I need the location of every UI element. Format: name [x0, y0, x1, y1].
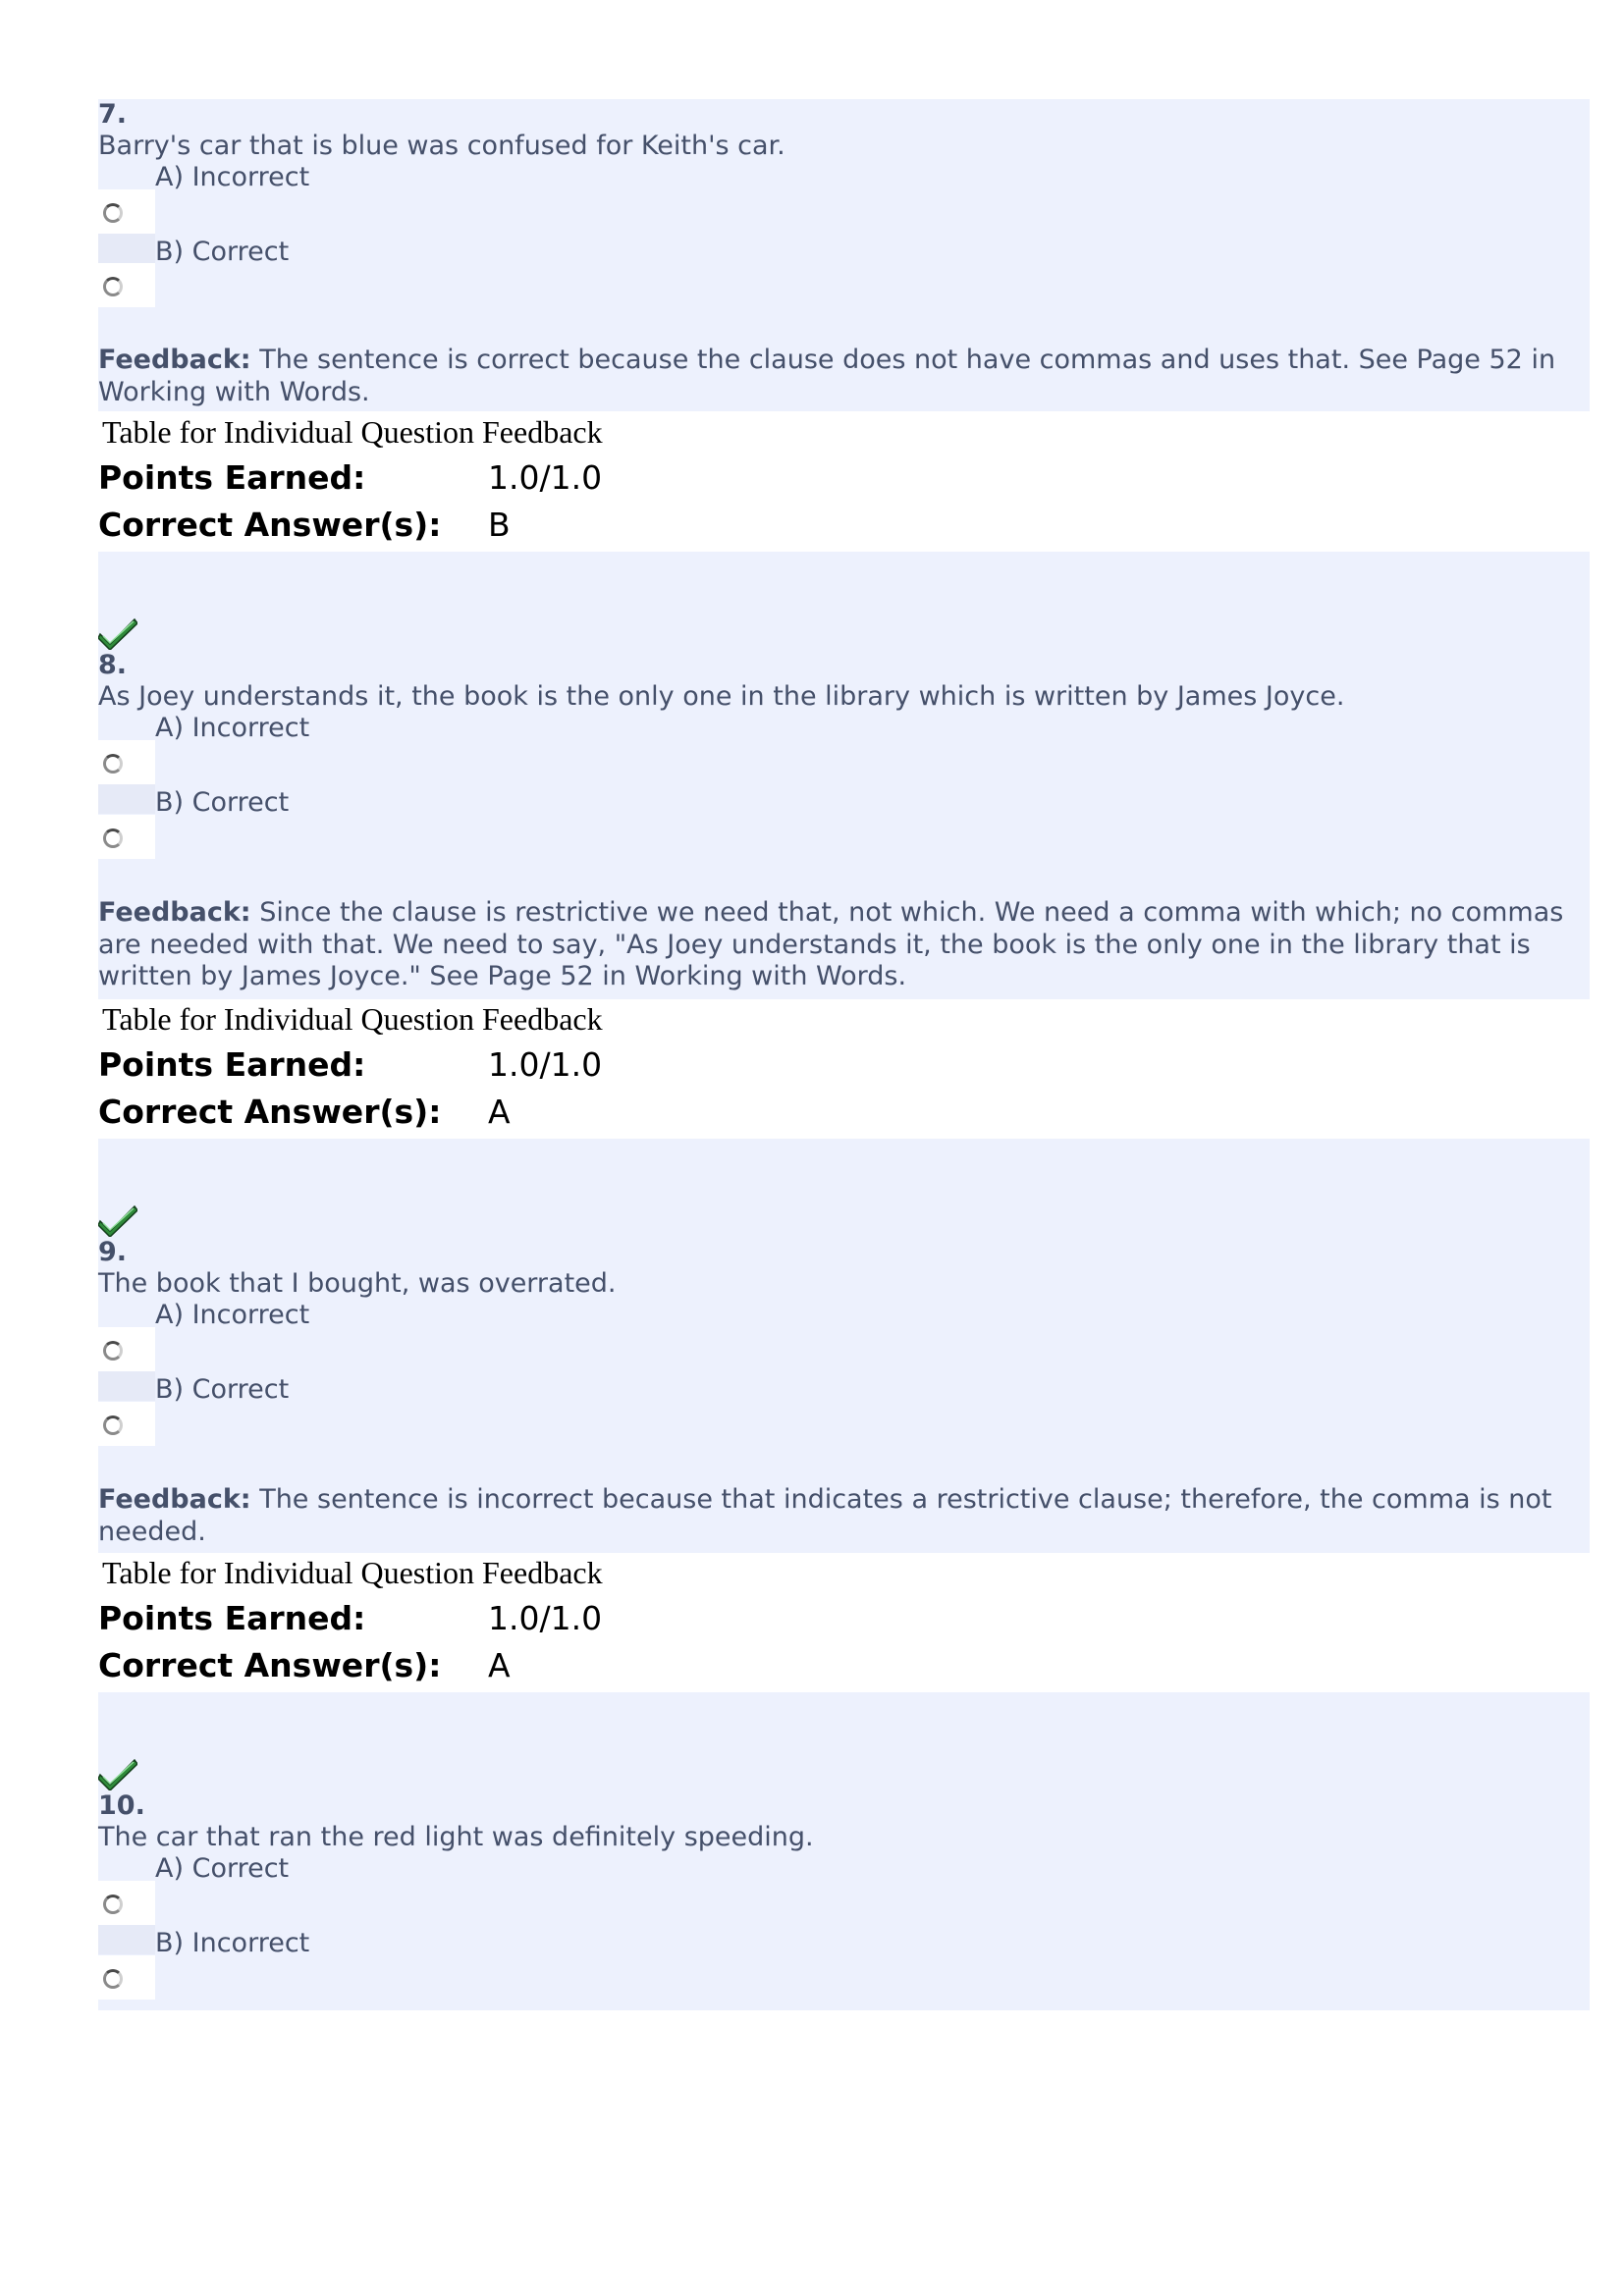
option-b-label: B) Correct [155, 787, 290, 818]
option-b-radio[interactable] [103, 1969, 123, 1989]
option-a-radio-cell [98, 740, 155, 784]
option-b-radio[interactable] [103, 277, 123, 296]
option-a-radio-cell [98, 1327, 155, 1371]
feedback-body: The sentence is correct because the clause does not have commas and uses that. See Page 52 in Working with Words. [98, 345, 1556, 407]
checkmark-icon [98, 616, 137, 650]
points-earned-value: 1.0/1.0 [488, 1045, 603, 1084]
checkmark-icon [98, 1203, 137, 1237]
option-a-label: A) Incorrect [155, 713, 310, 743]
points-earned-label: Points Earned: [98, 1045, 366, 1084]
points-earned-label: Points Earned: [98, 458, 366, 497]
feedback-table-caption: Table for Individual Question Feedback [102, 1555, 603, 1590]
option-a-label: A) Incorrect [155, 1300, 310, 1330]
points-earned-label: Points Earned: [98, 1599, 366, 1637]
feedback-body: Since the clause is restrictive we need that, not which. We need a comma with which; no commas are needed with that. We need to say, "As Joey understands it, the book is the only one in the library that is written by James Joyce." See Page 52 in Working with Words. [98, 897, 1564, 991]
option-b-radio[interactable] [103, 1415, 123, 1435]
question-block-7 [98, 99, 1590, 411]
feedback-label: Feedback: [98, 345, 251, 375]
feedback-text [98, 1484, 1586, 1548]
option-b-radio-cell [98, 1402, 155, 1446]
feedback-table-caption: Table for Individual Question Feedback [102, 1001, 603, 1037]
option-b-radio-cell [98, 815, 155, 859]
question-text: The car that ran the red light was definitely speeding. [98, 1822, 814, 1852]
feedback-label: Feedback: [98, 897, 251, 928]
feedback-text [98, 345, 1586, 408]
feedback-body: The sentence is incorrect because that indicates a restrictive clause; therefore, the comma is not needed. [98, 1484, 1552, 1547]
question-number: 10. [98, 1790, 145, 1821]
option-b-spacer [98, 1925, 155, 1954]
correct-answer-label: Correct Answer(s): [98, 1093, 442, 1131]
question-block-10 [98, 1692, 1590, 2010]
question-number: 8. [98, 650, 128, 680]
feedback-table-caption: Table for Individual Question Feedback [102, 414, 603, 450]
option-b-radio-cell [98, 1955, 155, 2000]
option-b-label: B) Correct [155, 1374, 290, 1405]
question-number: 9. [98, 1237, 128, 1267]
option-b-spacer [98, 784, 155, 814]
option-a-radio[interactable] [103, 1895, 123, 1914]
option-a-radio[interactable] [103, 1341, 123, 1361]
checkmark-icon [98, 1757, 137, 1790]
option-a-label: A) Incorrect [155, 162, 310, 192]
question-number: 7. [98, 99, 128, 130]
correct-answer-value: A [488, 1093, 511, 1131]
option-a-radio-cell [98, 189, 155, 234]
option-a-radio-cell [98, 1881, 155, 1925]
option-b-label: B) Incorrect [155, 1928, 310, 1958]
question-block-8 [98, 552, 1590, 999]
correct-answer-value: B [488, 506, 511, 544]
option-b-radio[interactable] [103, 828, 123, 848]
option-a-label: A) Correct [155, 1853, 290, 1884]
feedback-text [98, 897, 1586, 993]
correct-answer-label: Correct Answer(s): [98, 506, 442, 544]
option-b-spacer [98, 234, 155, 263]
points-earned-value: 1.0/1.0 [488, 1599, 603, 1637]
option-b-radio-cell [98, 263, 155, 307]
question-text: Barry's car that is blue was confused for Keith's car. [98, 131, 785, 161]
feedback-label: Feedback: [98, 1484, 251, 1515]
option-a-radio[interactable] [103, 754, 123, 774]
option-b-spacer [98, 1371, 155, 1401]
points-earned-value: 1.0/1.0 [488, 458, 603, 497]
question-block-9 [98, 1139, 1590, 1553]
correct-answer-label: Correct Answer(s): [98, 1646, 442, 1684]
option-a-radio[interactable] [103, 203, 123, 223]
question-text: As Joey understands it, the book is the only one in the library which is written by James Joyce. [98, 681, 1345, 712]
question-text: The book that I bought, was overrated. [98, 1268, 617, 1299]
option-b-label: B) Correct [155, 237, 290, 267]
correct-answer-value: A [488, 1646, 511, 1684]
